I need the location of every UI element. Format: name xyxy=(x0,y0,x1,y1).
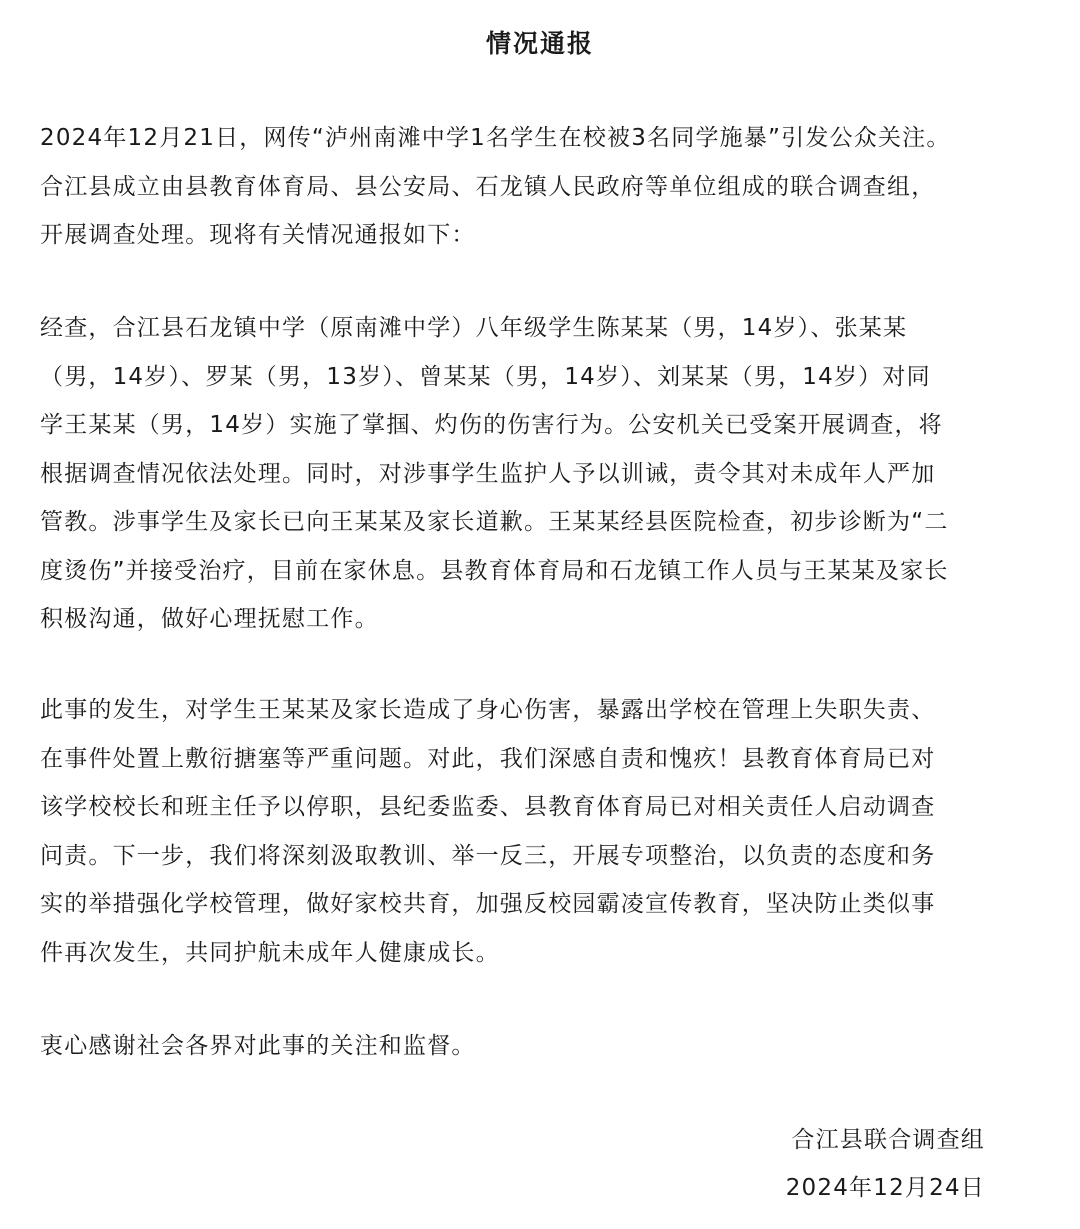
paragraph-accountability: 此事的发生，对学生王某某及家长造成了身心伤害，暴露出学校在管理上失职失责、 在事件处置上敷衍搪塞等严重问题。对此，我们深感自责和愧疚！县教育体育局已对 该学校校长和班主任予以停职，县纪委监委、县教育体育局已对相关责任人启动调查 问责。下一步，我们将深刻汲取教训、举一反三，开展专项整治，以负责的态度和务 实的举措强化学校管理，做好家校共育，加强反校园霸凌宣传教育，坚决防止类似事 件再次发生，共同护航未成年人健康成长。 xyxy=(40,697,936,966)
paragraph-intro: 2024年12月21日，网传“泸州南滩中学1名学生在校被3名同学施暴”引发公众关注。 合江县成立由县教育体育局、县公安局、石龙镇人民政府等单位组成的联合调查组， 开展调查处理。现将有关情况通报如下： xyxy=(40,125,951,248)
paragraph-thanks: 衷心感谢社会各界对此事的关注和监督。 xyxy=(40,1033,476,1059)
signature-organization: 合江县联合调查组 xyxy=(791,1127,985,1153)
signature-date: 2024年12月24日 xyxy=(785,1175,985,1201)
paragraph-findings: 经查，合江县石龙镇中学（原南滩中学）八年级学生陈某某（男，14岁）、张某某 （男，14岁）、罗某（男，13岁）、曾某某（男，14岁）、刘某某（男，14岁）对同 学王某某（男，14岁）实施了掌掴、灼伤的伤害行为。公安机关已受案开展调查，将 根据调查情况依法处理。同时，对涉事学生监护人予以训诫，责令其对未成年人严加 管教。涉事学生及家长已向王某某及家长道歉。王某某经县医院检查，初步诊断为“二 度烫伤”并接受治疗，目前在家休息。县教育体育局和石龙镇工作人员与王某某及家长 积极沟通，做好心理抚慰工作。 xyxy=(40,315,949,632)
notice-title: 情况通报 xyxy=(485,29,594,58)
